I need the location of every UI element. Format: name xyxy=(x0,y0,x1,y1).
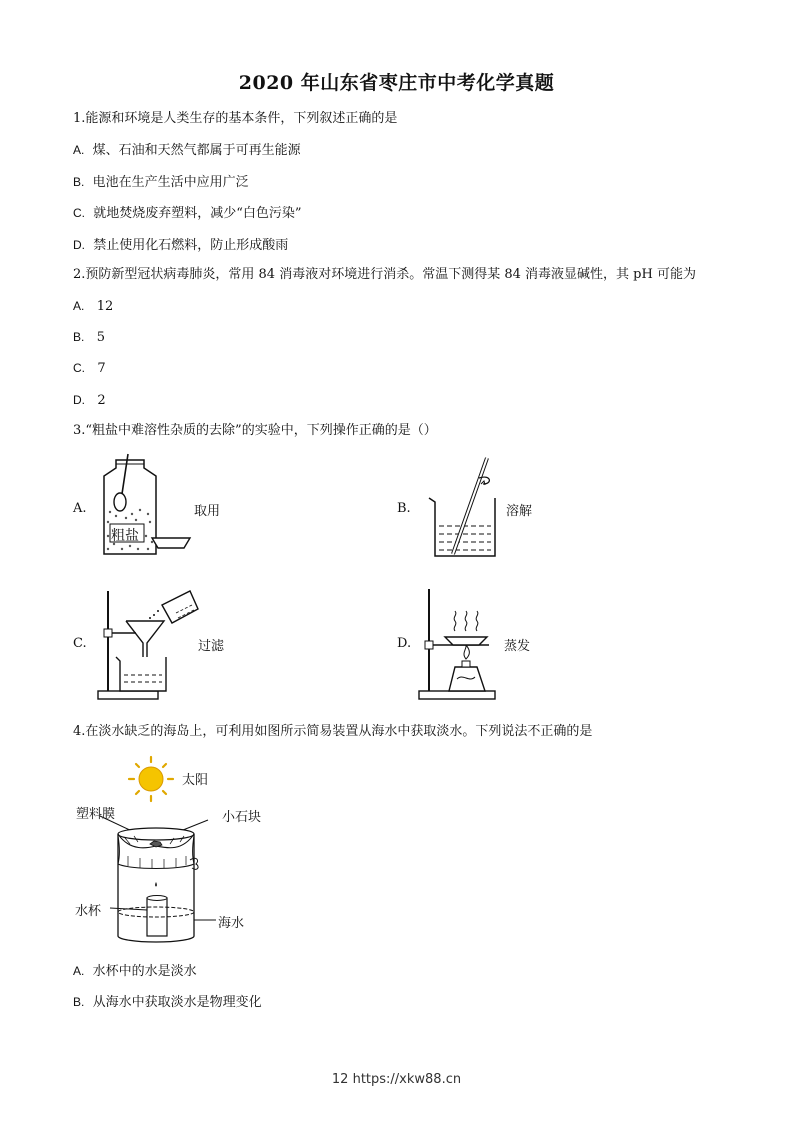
q4-stem: 4.在淡水缺乏的海岛上，可利用如图所示简易装置从海水中获取淡水。下列说法不正确的是 xyxy=(73,724,593,739)
q3-option-a-letter: A. xyxy=(73,501,87,516)
reagent-jar-spoon-figure xyxy=(92,450,197,560)
q3-option-b-caption: 溶解 xyxy=(506,504,533,519)
label-seawater: 海水 xyxy=(218,916,245,931)
page-title: 2020 年山东省枣庄市中考化学真题 xyxy=(238,72,555,94)
page-footer: 12 https://xkw88.cn xyxy=(331,1072,462,1087)
sun-icon xyxy=(129,757,173,801)
q4-option-a: A. 水杯中的水是淡水 xyxy=(73,964,197,979)
beaker-stirring-figure xyxy=(425,452,505,562)
q3-option-d-letter: D. xyxy=(397,636,412,651)
evaporation-setup-figure xyxy=(415,583,505,703)
jar-label-crude-salt: 粗盐 xyxy=(111,528,139,544)
q3-option-c-caption: 过滤 xyxy=(198,639,225,654)
q3-stem: 3.“粗盐中难溶性杂质的去除”的实验中，下列操作正确的是（） xyxy=(73,423,437,438)
q4-option-b: B. 从海水中获取淡水是物理变化 xyxy=(73,995,262,1010)
q1-option-c: C. 就地焚烧废弃塑料，减少“白色污染” xyxy=(73,206,302,221)
q3-option-c-letter: C. xyxy=(73,636,87,651)
q2-option-a: A. 12 xyxy=(73,299,114,314)
q2-option-b: B. 5 xyxy=(73,330,106,345)
q2-option-d: D. 2 xyxy=(73,393,106,408)
q1-option-d: D. 禁止使用化石燃料，防止形成酸雨 xyxy=(73,238,289,253)
q1-option-b: B. 电池在生产生活中应用广泛 xyxy=(73,175,249,190)
label-water-cup: 水杯 xyxy=(75,904,102,919)
q3-option-d-caption: 蒸发 xyxy=(504,639,531,654)
q1-option-a: A. 煤、石油和天然气都属于可再生能源 xyxy=(73,143,301,158)
filtration-setup-figure xyxy=(92,583,202,703)
label-plastic-film: 塑料膜 xyxy=(76,807,116,822)
q3-option-a-caption: 取用 xyxy=(194,504,221,519)
q3-option-b-letter: B. xyxy=(397,501,411,516)
q2-stem: 2.预防新型冠状病毒肺炎，常用 84 消毒液对环境进行消杀。常温下测得某 84 消毒液显碱性，其 pH 可能为 xyxy=(73,267,696,282)
label-small-stone: 小石块 xyxy=(222,810,262,825)
q2-option-c: C. 7 xyxy=(73,361,106,376)
q1-stem: 1.能源和环境是人类生存的基本条件，下列叙述正确的是 xyxy=(73,111,398,126)
label-sun: 太阳 xyxy=(182,773,209,788)
